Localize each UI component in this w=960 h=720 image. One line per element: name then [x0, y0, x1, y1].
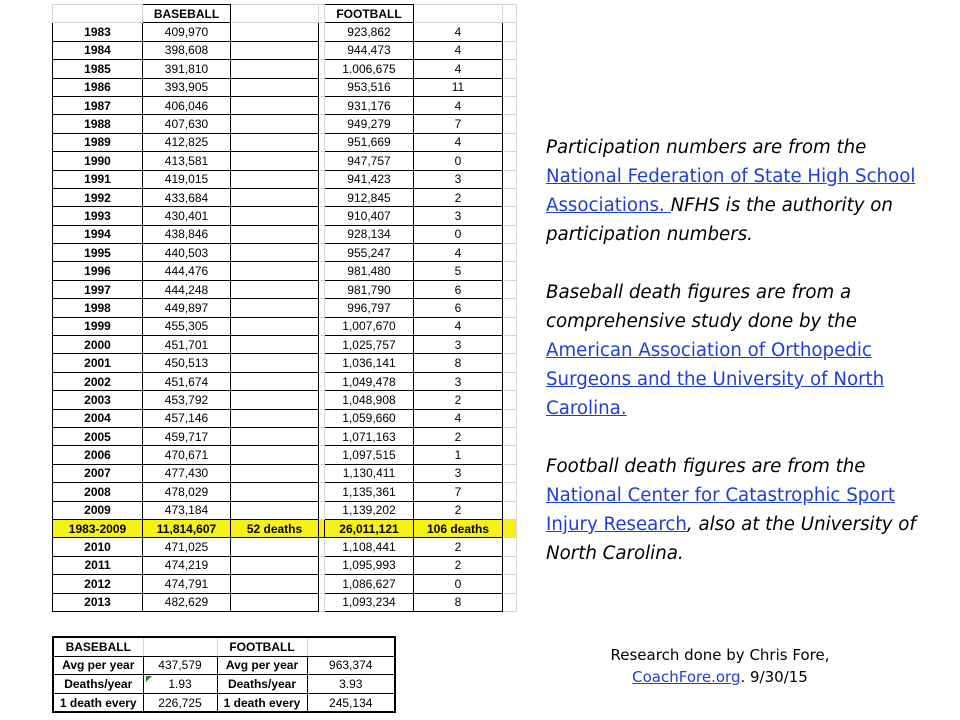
baseball-participation-cell[interactable]: 474,219 [143, 556, 231, 574]
table-row [53, 575, 517, 593]
baseball-participation-cell[interactable]: 455,305 [143, 317, 231, 335]
header-row [53, 5, 517, 23]
table-row [53, 538, 517, 556]
baseball-deaths-cell[interactable] [231, 133, 319, 151]
football-deaths-cell[interactable]: 3 [414, 336, 503, 354]
table-row [53, 501, 517, 519]
baseball-participation-cell[interactable]: 453,792 [143, 391, 231, 409]
football-participation-cell[interactable]: 955,247 [325, 244, 414, 262]
baseball-participation-cell[interactable]: 430,401 [143, 207, 231, 225]
header-year-cell[interactable] [53, 5, 143, 23]
sources-notes [546, 133, 936, 597]
baseball-deaths-cell[interactable] [231, 317, 319, 335]
summary-football-value[interactable]: 3.93 [307, 675, 395, 694]
table-row [53, 244, 517, 262]
baseball-participation-cell[interactable]: 451,701 [143, 336, 231, 354]
year-cell[interactable]: 1998 [53, 299, 143, 317]
summary-header-row [53, 637, 395, 656]
table-row [53, 317, 517, 335]
table-row [53, 483, 517, 501]
football-participation-cell[interactable]: 951,669 [325, 133, 414, 151]
baseball-deaths-cell[interactable] [231, 280, 319, 298]
note-baseball-deaths [546, 278, 936, 423]
table-row [53, 409, 517, 427]
extra-cell[interactable] [503, 501, 517, 519]
extra-cell[interactable] [503, 152, 517, 170]
baseball-deaths-cell[interactable] [231, 244, 319, 262]
note-text: Participation numbers are from the [546, 137, 867, 158]
table-row [53, 464, 517, 482]
extra-cell[interactable] [503, 207, 517, 225]
football-deaths-cell[interactable]: 4 [414, 133, 503, 151]
summary-label[interactable]: Deaths/year [53, 675, 143, 694]
football-participation-cell[interactable]: 947,757 [325, 152, 414, 170]
extra-cell[interactable] [503, 464, 517, 482]
total-baseball-cell[interactable]: 11,814,607 [143, 519, 231, 537]
football-deaths-cell[interactable]: 2 [414, 556, 503, 574]
football-participation-cell[interactable]: 912,845 [325, 188, 414, 206]
baseball-participation-cell[interactable]: 457,146 [143, 409, 231, 427]
baseball-deaths-cell[interactable] [231, 464, 319, 482]
year-cell[interactable]: 2008 [53, 483, 143, 501]
football-participation-cell[interactable]: 1,007,670 [325, 317, 414, 335]
summary-football-value[interactable]: 963,374 [307, 656, 395, 675]
football-participation-cell[interactable]: 1,071,163 [325, 427, 414, 445]
extra-cell[interactable] [503, 96, 517, 114]
extra-cell[interactable] [503, 336, 517, 354]
table-row [53, 593, 517, 611]
summary-label[interactable]: 1 death every [217, 693, 307, 712]
baseball-deaths-cell[interactable] [231, 60, 319, 78]
football-participation-cell[interactable]: 1,095,993 [325, 556, 414, 574]
coachfore-link[interactable]: CoachFore.org [632, 668, 741, 686]
baseball-participation-cell[interactable]: 393,905 [143, 78, 231, 96]
football-participation-cell[interactable]: 1,059,660 [325, 409, 414, 427]
baseball-participation-cell[interactable]: 409,970 [143, 23, 231, 41]
football-deaths-cell[interactable]: 4 [414, 244, 503, 262]
extra-cell[interactable] [503, 409, 517, 427]
summary-header-blank[interactable] [143, 637, 217, 656]
total-football-cell[interactable]: 26,011,121 [325, 519, 414, 537]
table-row [53, 188, 517, 206]
baseball-participation-cell[interactable]: 471,025 [143, 538, 231, 556]
summary-table [52, 636, 396, 713]
year-cell[interactable]: 2005 [53, 427, 143, 445]
year-cell[interactable]: 2003 [53, 391, 143, 409]
baseball-deaths-cell[interactable] [231, 446, 319, 464]
cell-comment-indicator [146, 676, 152, 682]
credit-line-2 [600, 666, 840, 688]
football-participation-cell[interactable]: 996,797 [325, 299, 414, 317]
baseball-deaths-cell[interactable] [231, 262, 319, 280]
summary-row [53, 675, 395, 694]
extra-cell[interactable] [503, 225, 517, 243]
football-deaths-cell[interactable]: 3 [414, 207, 503, 225]
year-cell[interactable]: 1996 [53, 262, 143, 280]
football-deaths-cell[interactable]: 3 [414, 372, 503, 390]
summary-label[interactable]: Avg per year [53, 656, 143, 675]
table-row [53, 133, 517, 151]
extra-cell[interactable] [503, 244, 517, 262]
year-cell[interactable]: 1989 [53, 133, 143, 151]
football-deaths-cell[interactable]: 2 [414, 538, 503, 556]
participation-table-body [53, 5, 517, 612]
year-cell[interactable]: 1995 [53, 244, 143, 262]
summary-header-football[interactable]: FOOTBALL [217, 637, 307, 656]
baseball-participation-cell[interactable]: 459,717 [143, 427, 231, 445]
year-cell[interactable]: 1999 [53, 317, 143, 335]
football-participation-cell[interactable]: 944,473 [325, 41, 414, 59]
baseball-participation-cell[interactable]: 450,513 [143, 354, 231, 372]
baseball-participation-cell[interactable]: 413,581 [143, 152, 231, 170]
table-row [53, 280, 517, 298]
year-cell[interactable]: 2001 [53, 354, 143, 372]
baseball-deaths-cell[interactable] [231, 427, 319, 445]
nfhs-link[interactable]: National Federation of State High School Associations. [546, 166, 916, 216]
extra-cell[interactable] [503, 299, 517, 317]
extra-cell[interactable] [503, 483, 517, 501]
football-deaths-cell[interactable]: 4 [414, 23, 503, 41]
total-row [53, 519, 517, 537]
football-deaths-cell[interactable]: 8 [414, 593, 503, 611]
header-football[interactable]: FOOTBALL [325, 5, 414, 23]
baseball-deaths-cell[interactable] [231, 501, 319, 519]
baseball-participation-cell[interactable]: 470,671 [143, 446, 231, 464]
football-participation-cell[interactable]: 1,139,202 [325, 501, 414, 519]
extra-cell[interactable] [503, 372, 517, 390]
summary-row [53, 656, 395, 675]
baseball-deaths-cell[interactable] [231, 207, 319, 225]
baseball-deaths-cell[interactable] [231, 78, 319, 96]
year-cell[interactable]: 2011 [53, 556, 143, 574]
football-deaths-cell[interactable]: 2 [414, 501, 503, 519]
extra-cell[interactable] [503, 280, 517, 298]
football-participation-cell[interactable]: 949,279 [325, 115, 414, 133]
extra-cell[interactable] [503, 78, 517, 96]
football-deaths-cell[interactable]: 0 [414, 225, 503, 243]
table-row [53, 170, 517, 188]
table-row [53, 23, 517, 41]
extra-cell[interactable] [503, 391, 517, 409]
table-row [53, 391, 517, 409]
year-cell[interactable]: 1992 [53, 188, 143, 206]
table-row [53, 262, 517, 280]
football-participation-cell[interactable]: 1,025,757 [325, 336, 414, 354]
baseball-deaths-cell[interactable] [231, 336, 319, 354]
note-text: Baseball death figures are from a comprehensive study done by the [546, 282, 857, 332]
credit-date: . 9/30/15 [740, 668, 808, 686]
baseball-participation-cell[interactable]: 477,430 [143, 464, 231, 482]
football-deaths-cell[interactable]: 8 [414, 354, 503, 372]
extra-cell[interactable] [503, 115, 517, 133]
football-participation-cell[interactable]: 981,790 [325, 280, 414, 298]
football-deaths-cell[interactable]: 4 [414, 60, 503, 78]
note-text: , also at the University of North Carolina. [546, 514, 916, 564]
football-deaths-cell[interactable]: 5 [414, 262, 503, 280]
year-cell[interactable]: 1991 [53, 170, 143, 188]
extra-cell[interactable] [503, 60, 517, 78]
extra-cell[interactable] [503, 538, 517, 556]
total-baseball-deaths-cell[interactable]: 52 deaths [231, 519, 319, 537]
football-deaths-cell[interactable]: 6 [414, 280, 503, 298]
summary-header-blank2[interactable] [307, 637, 395, 656]
table-row [53, 336, 517, 354]
summary-row [53, 693, 395, 712]
baseball-participation-cell[interactable]: 478,029 [143, 483, 231, 501]
football-deaths-cell[interactable]: 3 [414, 464, 503, 482]
summary-baseball-value[interactable]: 226,725 [143, 693, 217, 712]
year-cell[interactable]: 2006 [53, 446, 143, 464]
extra-cell[interactable] [503, 133, 517, 151]
header-baseball[interactable]: BASEBALL [143, 5, 231, 23]
baseball-participation-cell[interactable]: 391,810 [143, 60, 231, 78]
football-deaths-cell[interactable]: 4 [414, 317, 503, 335]
football-participation-cell[interactable]: 1,048,908 [325, 391, 414, 409]
table-row [53, 372, 517, 390]
extra-cell[interactable] [503, 5, 517, 23]
football-deaths-cell[interactable]: 2 [414, 188, 503, 206]
football-deaths-cell[interactable]: 11 [414, 78, 503, 96]
year-cell[interactable]: 1985 [53, 60, 143, 78]
table-row [53, 207, 517, 225]
football-participation-cell[interactable]: 1,097,515 [325, 446, 414, 464]
summary-label[interactable]: Deaths/year [217, 675, 307, 694]
baseball-deaths-cell[interactable] [231, 538, 319, 556]
football-deaths-cell[interactable]: 0 [414, 152, 503, 170]
baseball-deaths-cell[interactable] [231, 115, 319, 133]
extra-cell[interactable] [503, 354, 517, 372]
table-row [53, 78, 517, 96]
table-row [53, 41, 517, 59]
extra-cell[interactable] [503, 317, 517, 335]
baseball-participation-cell[interactable]: 412,825 [143, 133, 231, 151]
year-cell[interactable]: 1990 [53, 152, 143, 170]
extra-cell[interactable] [503, 188, 517, 206]
baseball-participation-cell[interactable]: 473,184 [143, 501, 231, 519]
football-participation-cell[interactable]: 941,423 [325, 170, 414, 188]
football-deaths-cell[interactable]: 2 [414, 391, 503, 409]
summary-label[interactable]: Avg per year [217, 656, 307, 675]
baseball-participation-cell[interactable]: 438,846 [143, 225, 231, 243]
baseball-participation-cell[interactable]: 444,476 [143, 262, 231, 280]
baseball-deaths-cell[interactable] [231, 556, 319, 574]
table-row [53, 96, 517, 114]
baseball-participation-cell[interactable]: 474,791 [143, 575, 231, 593]
year-cell[interactable]: 1984 [53, 41, 143, 59]
extra-cell[interactable] [503, 41, 517, 59]
baseball-participation-cell[interactable]: 433,684 [143, 188, 231, 206]
year-cell[interactable]: 1983 [53, 23, 143, 41]
table-row [53, 152, 517, 170]
football-participation-cell[interactable]: 1,135,361 [325, 483, 414, 501]
table-row [53, 556, 517, 574]
summary-baseball-value[interactable]: 437,579 [143, 656, 217, 675]
year-cell[interactable]: 2000 [53, 336, 143, 354]
extra-cell[interactable] [503, 427, 517, 445]
summary-baseball-value[interactable]: 1.93 [143, 675, 217, 694]
total-label-cell[interactable]: 1983-2009 [53, 519, 143, 537]
table-row [53, 446, 517, 464]
year-cell[interactable]: 2007 [53, 464, 143, 482]
baseball-participation-cell[interactable]: 398,608 [143, 41, 231, 59]
aaos-unc-link[interactable]: American Association of Orthopedic Surgeons and the University of North Carolina. [546, 340, 885, 419]
note-football-deaths [546, 452, 936, 568]
note-participation [546, 133, 936, 249]
football-deaths-cell[interactable]: 3 [414, 170, 503, 188]
football-deaths-cell[interactable]: 4 [414, 96, 503, 114]
note-text: NFHS is the authority on participation numbers. [546, 195, 893, 245]
table-row [53, 299, 517, 317]
extra-cell[interactable] [503, 556, 517, 574]
football-deaths-cell[interactable]: 1 [414, 446, 503, 464]
extra-cell[interactable] [503, 446, 517, 464]
football-participation-cell[interactable]: 981,480 [325, 262, 414, 280]
year-cell[interactable]: 1994 [53, 225, 143, 243]
football-deaths-cell[interactable]: 2 [414, 427, 503, 445]
baseball-participation-cell[interactable]: 449,897 [143, 299, 231, 317]
year-cell[interactable]: 2012 [53, 575, 143, 593]
table-row [53, 354, 517, 372]
extra-cell[interactable] [503, 262, 517, 280]
table-row [53, 60, 517, 78]
baseball-deaths-cell[interactable] [231, 575, 319, 593]
football-deaths-cell[interactable]: 6 [414, 299, 503, 317]
football-participation-cell[interactable]: 1,036,141 [325, 354, 414, 372]
extra-cell[interactable] [503, 575, 517, 593]
football-deaths-cell[interactable]: 7 [414, 115, 503, 133]
participation-table [52, 4, 517, 612]
baseball-deaths-cell[interactable] [231, 170, 319, 188]
football-deaths-cell[interactable]: 7 [414, 483, 503, 501]
header-baseball-deaths[interactable] [231, 5, 319, 23]
table-row [53, 115, 517, 133]
baseball-participation-cell[interactable]: 482,629 [143, 593, 231, 611]
baseball-deaths-cell[interactable] [231, 41, 319, 59]
football-participation-cell[interactable]: 931,176 [325, 96, 414, 114]
table-row [53, 225, 517, 243]
football-participation-cell[interactable]: 1,049,478 [325, 372, 414, 390]
header-football-deaths[interactable] [414, 5, 503, 23]
year-cell[interactable]: 1987 [53, 96, 143, 114]
football-participation-cell[interactable]: 910,407 [325, 207, 414, 225]
baseball-deaths-cell[interactable] [231, 593, 319, 611]
note-text: Football death figures are from the [546, 456, 866, 477]
summary-header-baseball[interactable]: BASEBALL [53, 637, 143, 656]
baseball-deaths-cell[interactable] [231, 299, 319, 317]
year-cell[interactable]: 2013 [53, 593, 143, 611]
research-credit [600, 644, 840, 688]
football-participation-cell[interactable]: 923,862 [325, 23, 414, 41]
credit-line: Research done by Chris Fore, [610, 646, 830, 664]
football-participation-cell[interactable]: 1.006,675 [325, 60, 414, 78]
baseball-participation-cell[interactable]: 406,046 [143, 96, 231, 114]
baseball-deaths-cell[interactable] [231, 152, 319, 170]
year-cell[interactable]: 2002 [53, 372, 143, 390]
year-cell[interactable]: 1986 [53, 78, 143, 96]
year-cell[interactable]: 1993 [53, 207, 143, 225]
year-cell[interactable]: 2010 [53, 538, 143, 556]
baseball-deaths-cell[interactable] [231, 354, 319, 372]
baseball-deaths-cell[interactable] [231, 372, 319, 390]
football-participation-cell[interactable]: 1,093,234 [325, 593, 414, 611]
football-participation-cell[interactable]: 928,134 [325, 225, 414, 243]
baseball-deaths-cell[interactable] [231, 23, 319, 41]
baseball-deaths-cell[interactable] [231, 225, 319, 243]
baseball-participation-cell[interactable]: 407,630 [143, 115, 231, 133]
baseball-participation-cell[interactable]: 419,015 [143, 170, 231, 188]
baseball-deaths-cell[interactable] [231, 483, 319, 501]
summary-football-value[interactable]: 245,134 [307, 693, 395, 712]
baseball-participation-cell[interactable]: 440,503 [143, 244, 231, 262]
extra-cell[interactable] [503, 593, 517, 611]
football-deaths-cell[interactable]: 4 [414, 41, 503, 59]
summary-label[interactable]: 1 death every [53, 693, 143, 712]
extra-cell[interactable] [503, 170, 517, 188]
football-deaths-cell[interactable]: 4 [414, 409, 503, 427]
table-row [53, 427, 517, 445]
baseball-deaths-cell[interactable] [231, 409, 319, 427]
year-cell[interactable]: 2009 [53, 501, 143, 519]
year-cell[interactable]: 2004 [53, 409, 143, 427]
total-football-deaths-cell[interactable]: 106 deaths [414, 519, 503, 537]
baseball-participation-cell[interactable]: 444,248 [143, 280, 231, 298]
baseball-deaths-cell[interactable] [231, 188, 319, 206]
nccsir-link[interactable]: National Center for Catastrophic Sport Injury Research [546, 485, 896, 535]
baseball-deaths-cell[interactable] [231, 96, 319, 114]
football-participation-cell[interactable]: 1,086,627 [325, 575, 414, 593]
football-participation-cell[interactable]: 1,130,411 [325, 464, 414, 482]
football-participation-cell[interactable]: 1,108,441 [325, 538, 414, 556]
extra-cell[interactable] [503, 23, 517, 41]
baseball-participation-cell[interactable]: 451,674 [143, 372, 231, 390]
extra-cell[interactable] [503, 519, 517, 537]
football-deaths-cell[interactable]: 0 [414, 575, 503, 593]
baseball-deaths-cell[interactable] [231, 391, 319, 409]
year-cell[interactable]: 1997 [53, 280, 143, 298]
year-cell[interactable]: 1988 [53, 115, 143, 133]
football-participation-cell[interactable]: 953,516 [325, 78, 414, 96]
